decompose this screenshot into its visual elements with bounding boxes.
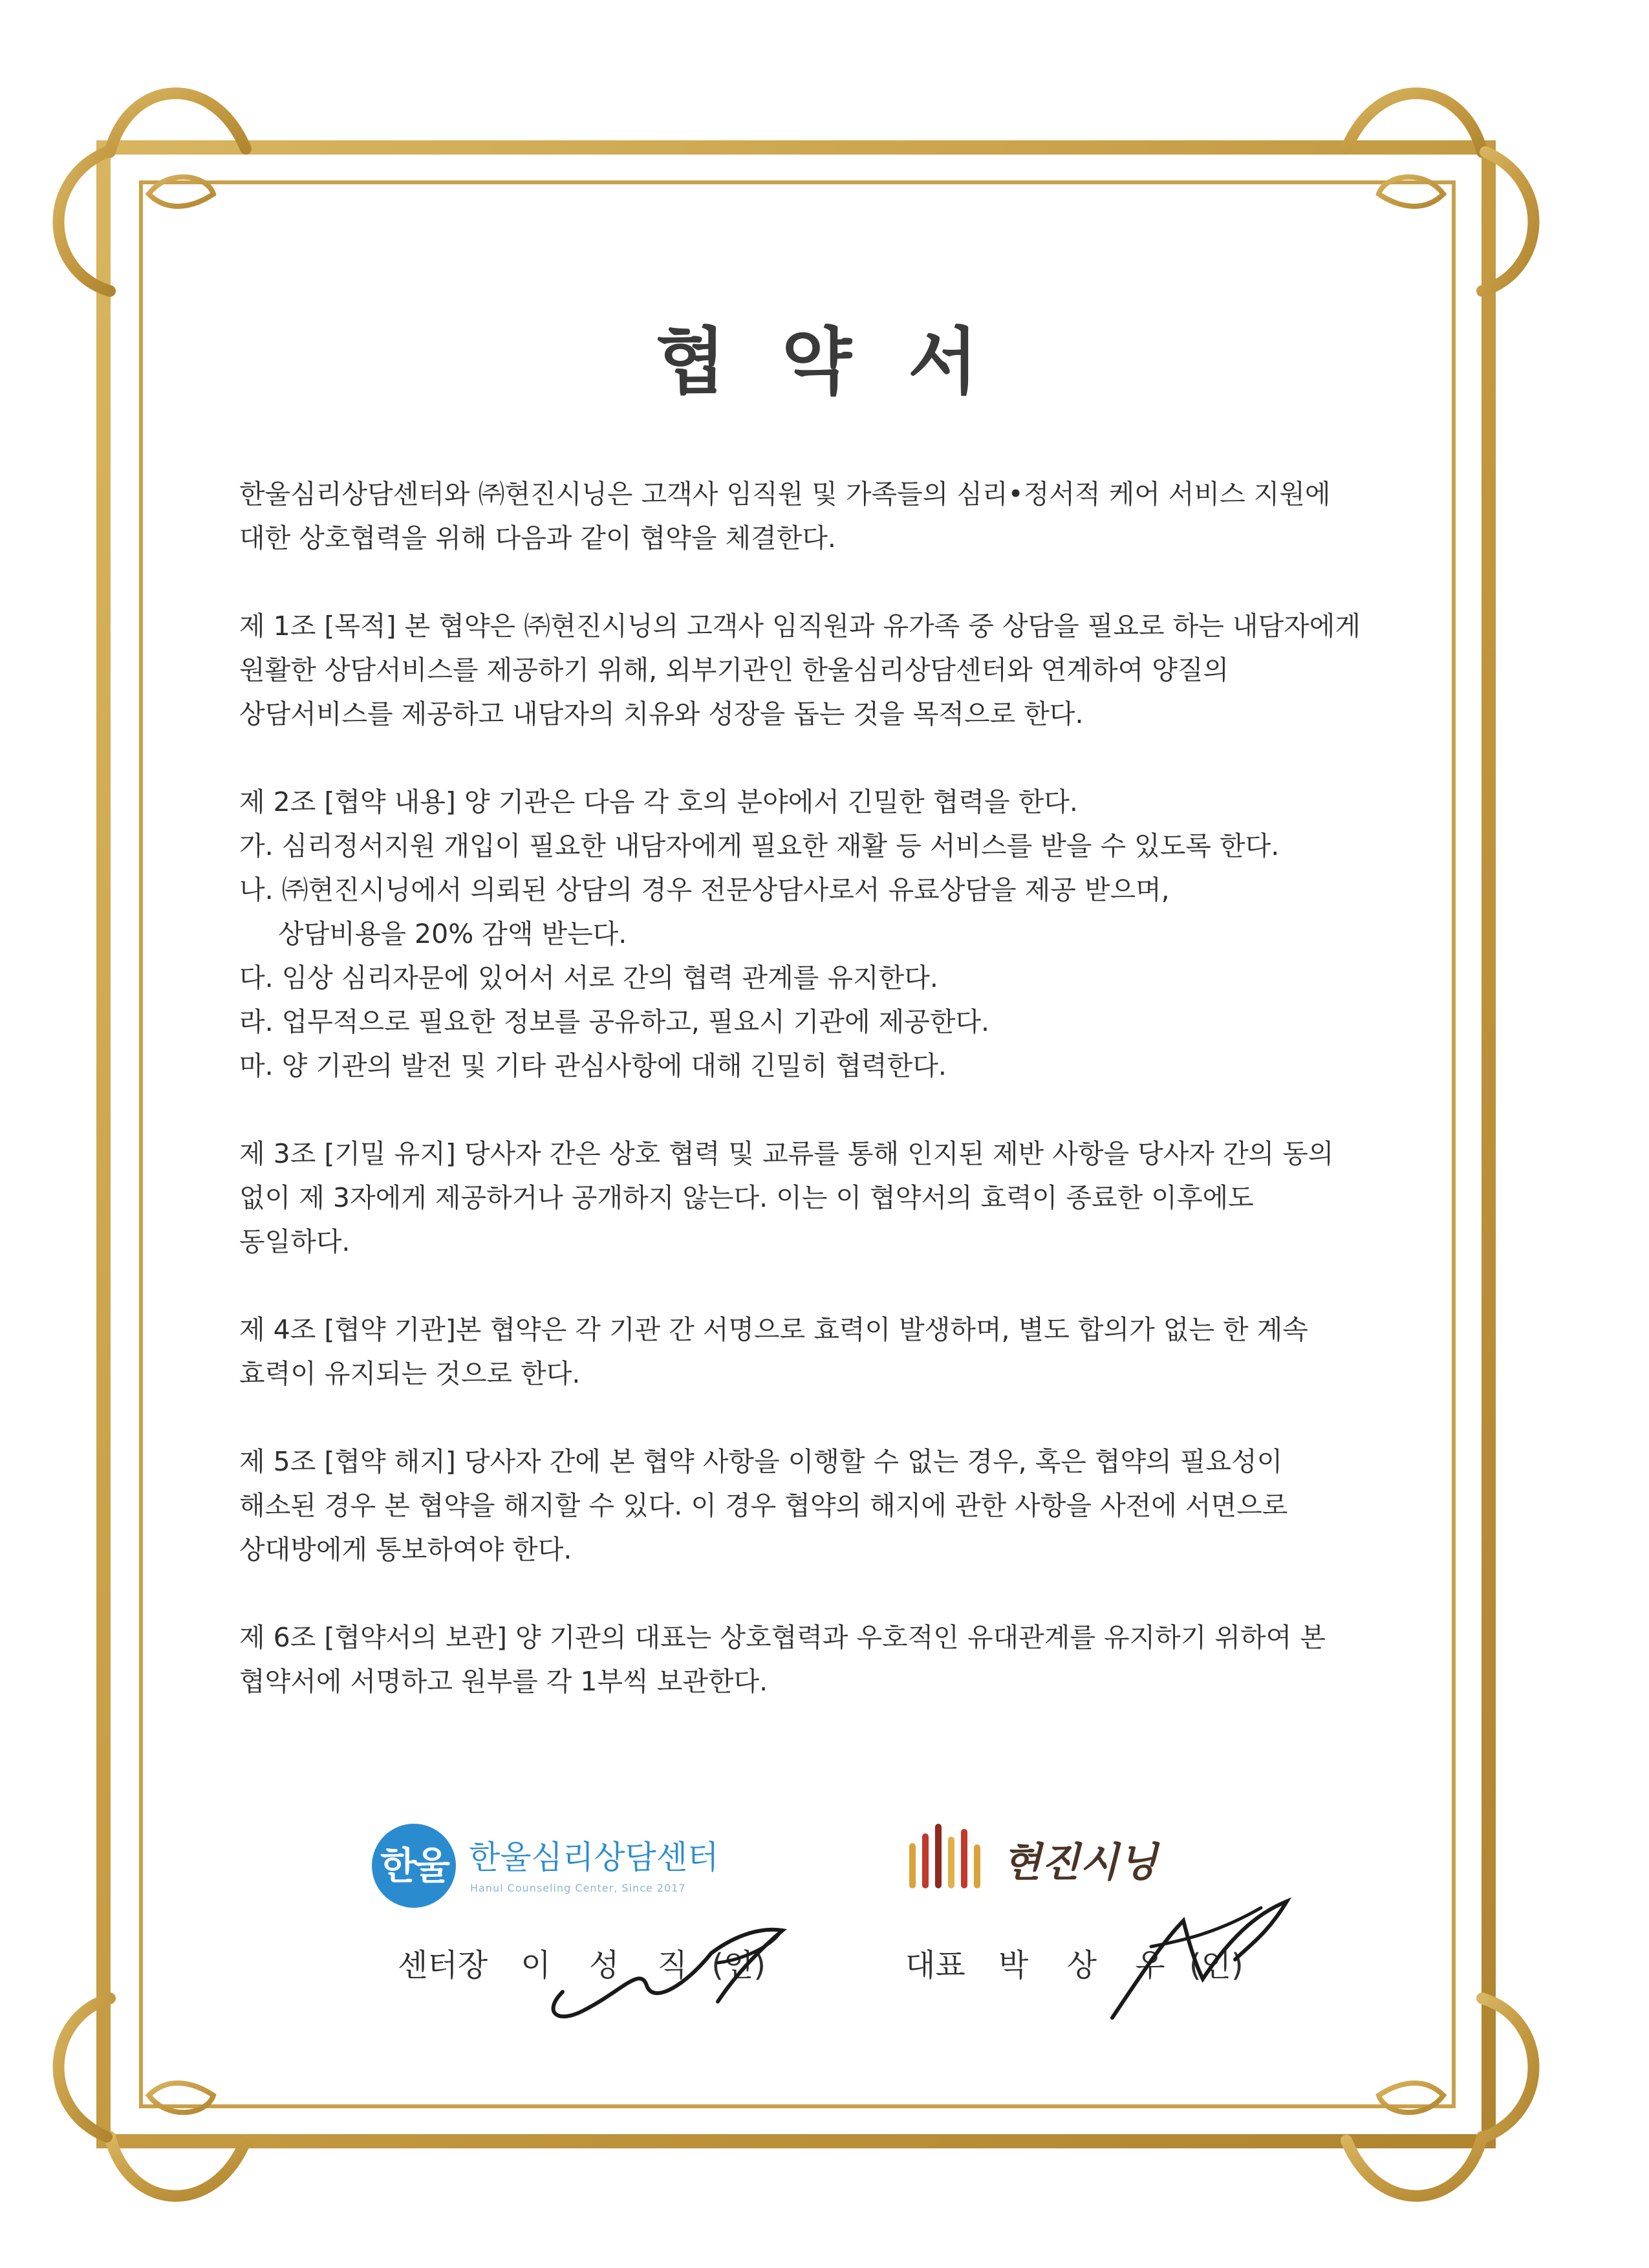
agreement-paragraph [239,780,1423,1088]
agreement-line: 제 2조 [협약 내용] 양 기관은 다음 각 호의 분야에서 긴밀한 협력을 한다. [239,786,1078,817]
corner-ornament-top-right [1346,93,1533,291]
agreement-line: 효력이 유지되는 것으로 한다. [239,1358,581,1389]
hanul-org-subtitle: Hanul Counseling Center, Since 2017 [470,1882,686,1894]
agreement-line: 제 3조 [기밀 유지] 당사자 간은 상호 협력 및 교류를 통해 인지된 제반 사항을 당사자 간의 동의 [239,1138,1334,1169]
agreement-line: 해소된 경우 본 협약을 해지할 수 있다. 이 경우 협약의 해지에 관한 사항을 사전에 서면으로 [239,1490,1288,1521]
right-signer-role: 대표 [905,1947,965,1983]
corner-ornament-bottom-right [1346,1998,1533,2196]
agreement-line: 상담서비스를 제공하고 내담자의 치유와 성장을 돕는 것을 목적으로 한다. [239,698,1084,729]
hyunjin-logo [905,1817,1177,1901]
corner-ornament-top-left [59,93,246,291]
agreement-paragraph [239,1440,1423,1571]
agreement-line: 한울심리상담센터와 ㈜현진시닝은 고객사 임직원 및 가족들의 심리•정서적 케어 서비스 지원에 [239,479,1331,510]
agreement-line: 제 5조 [협약 해지] 당사자 간에 본 협약 사항을 이행할 수 없는 경우, 혹은 협약의 필요성이 [239,1446,1283,1477]
hanul-logo-mark: 한울 [372,1824,456,1908]
agreement-line: 협약서에 서명하고 원부를 각 1부씩 보관한다. [239,1666,768,1697]
agreement-paragraph [239,472,1423,560]
agreement-paragraph [239,1308,1423,1396]
agreement-line: 마. 양 기관의 발전 및 기타 관심사항에 대해 긴밀히 협력한다. [239,1050,947,1081]
agreement-line: 없이 제 3자에게 제공하거나 공개하지 않는다. 이는 이 협약서의 효력이 종료한 이후에도 [239,1182,1254,1213]
agreement-line: 나. ㈜현진시닝에서 의뢰된 상담의 경우 전문상담사로서 유료상담을 제공 받으며, [239,874,1170,905]
right-signer-seal: (인) [1189,1947,1244,1983]
left-signer-role: 센터장 [398,1947,488,1983]
agreement-paragraph [239,604,1423,736]
hanul-org-name: 한울심리상담센터 [469,1839,719,1876]
corner-ornament-bottom-left [59,1998,246,2196]
agreement-body [239,472,1423,1747]
hyunjin-logo-bars-icon [905,1817,996,1895]
right-signer-name: 박 상 우 [998,1947,1180,1983]
agreement-line: 라. 업무적으로 필요한 정보를 공유하고, 필요시 기관에 제공한다. [239,1006,990,1037]
agreement-line: 가. 심리정서지원 개입이 필요한 내담자에게 필요한 재활 등 서비스를 받을 수 있도록 한다. [239,830,1280,861]
agreement-line: 원활한 상담서비스를 제공하기 위해, 외부기관인 한울심리상담센터와 연계하여 양질의 [239,654,1229,686]
agreement-paragraph [239,1132,1423,1264]
right-signer-line [905,1940,1244,1985]
agreement-paragraph [239,1615,1423,1703]
agreement-line: 제 1조 [목적] 본 협약은 ㈜현진시닝의 고객사 임직원과 유가족 중 상담을 필요로 하는 내담자에게 [239,610,1361,642]
left-signer-seal: (인) [711,1947,766,1983]
agreement-line: 제 4조 [협약 기관]본 협약은 각 기관 간 서명으로 효력이 발생하며, 별도 합의가 없는 한 계속 [239,1314,1308,1345]
document-title: 협 약 서 [655,320,994,404]
agreement-line: 대한 상호협력을 위해 다음과 같이 협약을 체결한다. [239,523,836,554]
agreement-line: 다. 임상 심리자문에 있어서 서로 간의 협력 관계를 유지한다. [239,962,938,993]
agreement-line: 상대방에게 통보하여야 한다. [239,1534,572,1565]
hyunjin-org-name: 현진시닝 [1002,1839,1158,1886]
agreement-line: 상담비용을 20% 감액 받는다. [278,918,627,949]
hanul-logo [372,1824,719,1908]
agreement-line: 동일하다. [239,1226,350,1257]
agreement-line: 제 6조 [협약서의 보관] 양 기관의 대표는 상호협력과 우호적인 유대관계를 유지하기 위하여 본 [239,1622,1326,1653]
left-signer-name: 이 성 직 [521,1947,702,1983]
left-signer-line [398,1940,766,1985]
